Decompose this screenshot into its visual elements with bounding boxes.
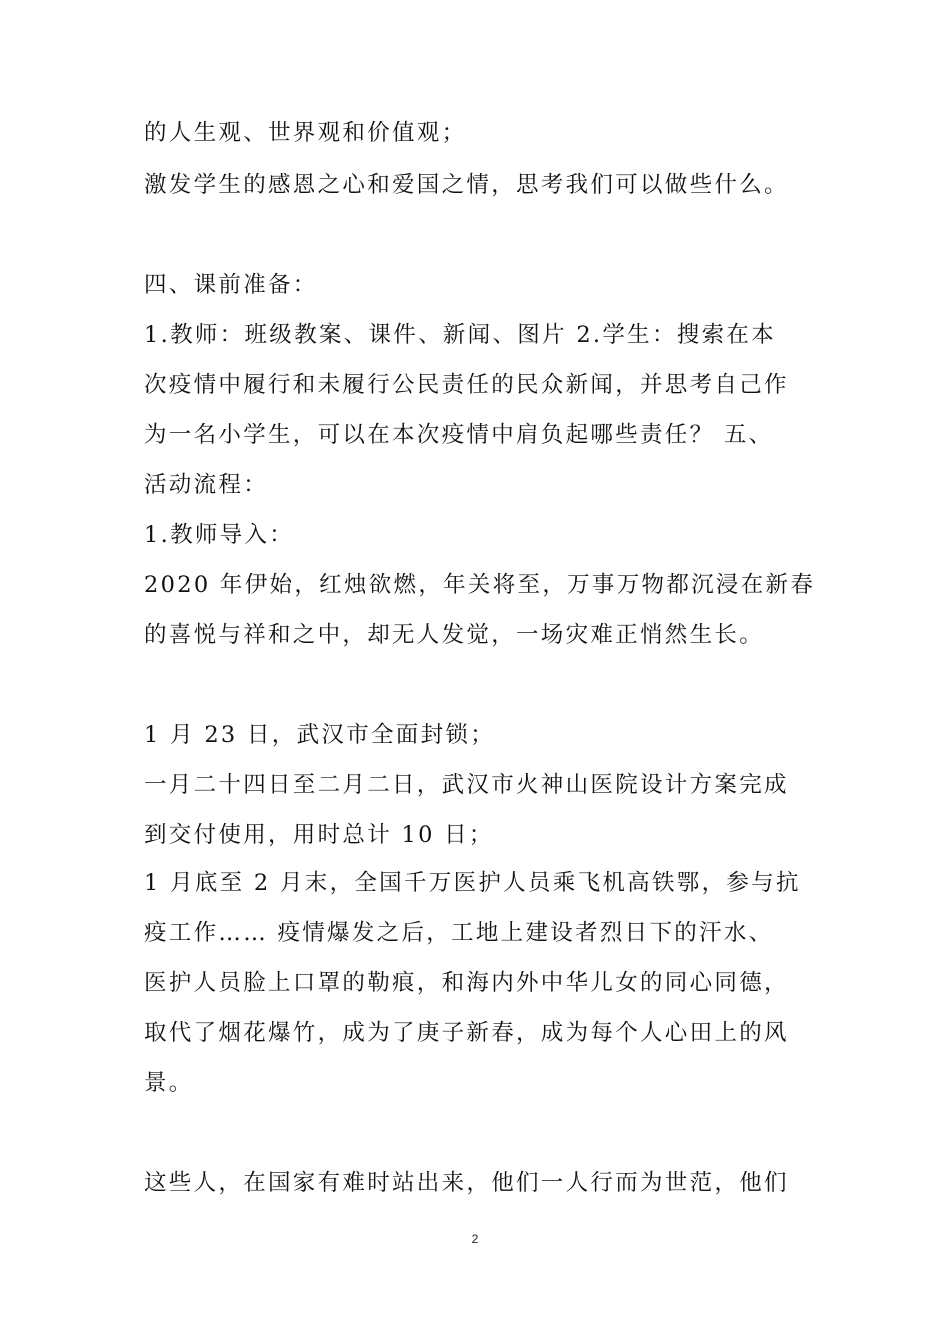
text-line: 取代了烟花爆竹，成为了庚子新春，成为每个人心田上的风: [144, 1020, 789, 1046]
text-line: 1.教师导入：: [144, 522, 295, 548]
text-line: 到交付使用，用时总计 10 日；: [144, 822, 494, 848]
text-line: 疫工作…… 疫情爆发之后，工地上建设者烈日下的汗水、: [144, 920, 774, 946]
text-line: 激发学生的感恩之心和爱国之情，思考我们可以做些什么。: [144, 172, 789, 198]
section-heading: 四、课前准备：: [144, 272, 318, 298]
text-line: 1.教师：班级教案、课件、新闻、图片 2.学生：搜索在本: [144, 322, 776, 348]
text-line: 医护人员脸上口罩的勒痕，和海内外中华儿女的同心同德，: [144, 970, 789, 996]
text-line: 的喜悦与祥和之中，却无人发觉，一场灾难正悄然生长。: [144, 622, 765, 648]
text-line: 的人生观、世界观和价值观；: [144, 120, 467, 146]
text-line: 活动流程：: [144, 472, 269, 498]
text-line: 这些人，在国家有难时站出来，他们一人行而为世范，他们: [144, 1170, 789, 1196]
text-line: 为一名小学生，可以在本次疫情中肩负起哪些责任？ 五、: [144, 422, 774, 448]
text-line: 次疫情中履行和未履行公民责任的民众新闻，并思考自己作: [144, 372, 789, 398]
text-line: 景。: [144, 1070, 194, 1096]
page-number: 2: [471, 1232, 479, 1246]
text-line: 1 月 23 日，武汉市全面封锁；: [144, 722, 496, 748]
text-line: 1 月底至 2 月末，全国千万医护人员乘飞机高铁鄂，参与抗: [144, 870, 801, 896]
text-line: 2020 年伊始，红烛欲燃，年关将至，万事万物都沉浸在新春: [144, 572, 816, 598]
text-line: 一月二十四日至二月二日，武汉市火神山医院设计方案完成: [144, 772, 789, 798]
